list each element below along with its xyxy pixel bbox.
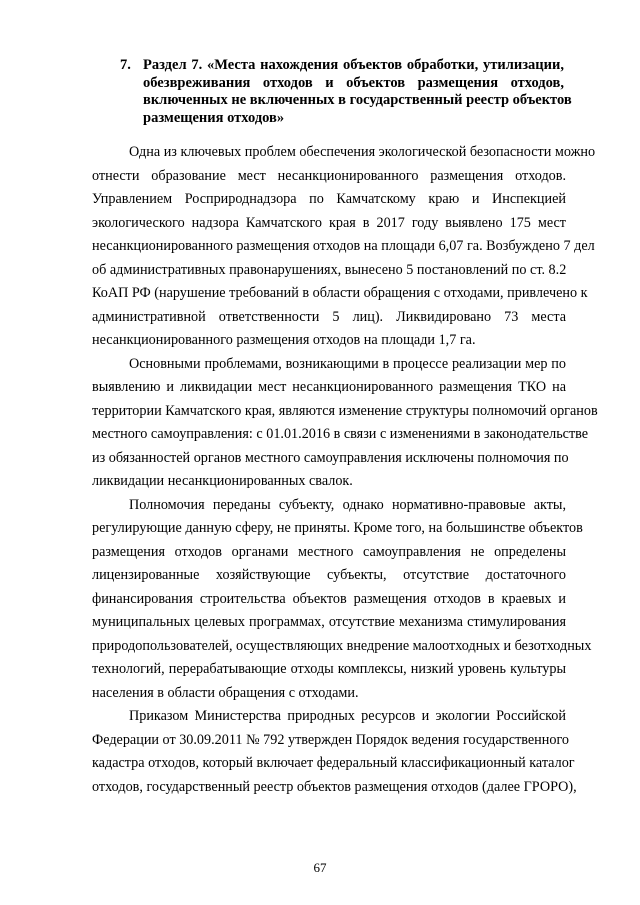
paragraph-line: территории Камчатского края, являются изменение структуры полномочий органов	[92, 402, 598, 419]
paragraph-line: об административных правонарушениях, вынесено 5 постановлений по ст. 8.2	[92, 261, 567, 278]
paragraph-line: Одна из ключевых проблем обеспечения экологической безопасности можно	[129, 144, 596, 160]
paragraph-line: административной ответственности 5 лиц). Ликвидировано 73 места	[92, 308, 566, 325]
paragraph-line: Управлением Росприроднадзора по Камчатскому краю и Инспекцией	[92, 191, 566, 207]
paragraph-line: муниципальных целевых программах, отсутствие механизма стимулирования	[92, 614, 566, 630]
paragraph	[92, 141, 596, 353]
section-heading	[120, 57, 572, 127]
paragraph-line: несанкционированного размещения отходов на площади 6,07 га. Возбуждено 7 дел	[92, 238, 595, 254]
paragraph-line: экологического надзора Камчатского края в 2017 году выявлено 175 мест	[92, 214, 566, 231]
paragraph	[92, 494, 592, 706]
section-title-line: размещения отходов»	[143, 109, 285, 126]
paragraph-line: регулирующие данную сферу, не приняты. Кроме того, на большинстве объектов	[92, 520, 583, 536]
paragraph-line: технологий, перерабатывающие отходы комплексы, низкий уровень культуры	[92, 661, 566, 677]
paragraph-line: отходов, государственный реестр объектов размещения отходов (далее ГРОРО),	[92, 778, 577, 795]
paragraph-line: из обязанностей органов местного самоуправления исключены полномочия по	[92, 449, 569, 466]
paragraph-line: населения в области обращения с отходами.	[92, 684, 359, 701]
paragraph-line: отнести образование мест несанкционированного размещения отходов.	[92, 167, 566, 184]
paragraph-line: размещения отходов органами местного самоуправления не определены	[92, 543, 566, 560]
paragraph-line: местного самоуправления: с 01.01.2016 в связи с изменениями в законодательстве	[92, 426, 589, 442]
paragraph-line: Основными проблемами, возникающими в процессе реализации мер по	[129, 355, 566, 372]
section-number: 7.	[120, 57, 131, 73]
paragraph-line: лицензированные хозяйствующие субъекты, отсутствие достаточного	[92, 567, 566, 583]
page-number: 67	[313, 860, 327, 875]
paragraph-line: ликвидации несанкционированных свалок.	[92, 473, 353, 489]
paragraph	[92, 705, 577, 799]
section-title-line: включенных не включенных в государственный реестр объектов	[143, 92, 572, 108]
paragraph-line: Приказом Министерства природных ресурсов и экологии Российской	[129, 708, 566, 724]
paragraph-line: финансирования строительства объектов размещения отходов в краевых и	[92, 590, 566, 607]
paragraph	[92, 353, 598, 494]
paragraph-line: несанкционированного размещения отходов на площади 1,7 га.	[92, 332, 476, 348]
paragraph-line: КоАП РФ (нарушение требований в области обращения с отходами, привлечено к	[92, 285, 588, 301]
section-title-line: Раздел 7. «Места нахождения объектов обработки, утилизации,	[143, 57, 564, 73]
paragraph-line: природопользователей, осуществляющих внедрение малоотходных и безотходных	[92, 637, 592, 654]
document-body	[92, 141, 598, 799]
section-title-line: обезвреживания отходов и объектов размещения отходов,	[143, 74, 564, 91]
paragraph-line: Федерации от 30.09.2011 № 792 утвержден Порядок ведения государственного	[92, 731, 570, 748]
paragraph-line: выявлению и ликвидации мест несанкционированного размещения ТКО на	[92, 379, 566, 395]
paragraph-line: Полномочия переданы субъекту, однако нормативно-правовые акты,	[129, 496, 566, 513]
paragraph-line: кадастра отходов, который включает федеральный классификационный каталог	[92, 755, 575, 771]
